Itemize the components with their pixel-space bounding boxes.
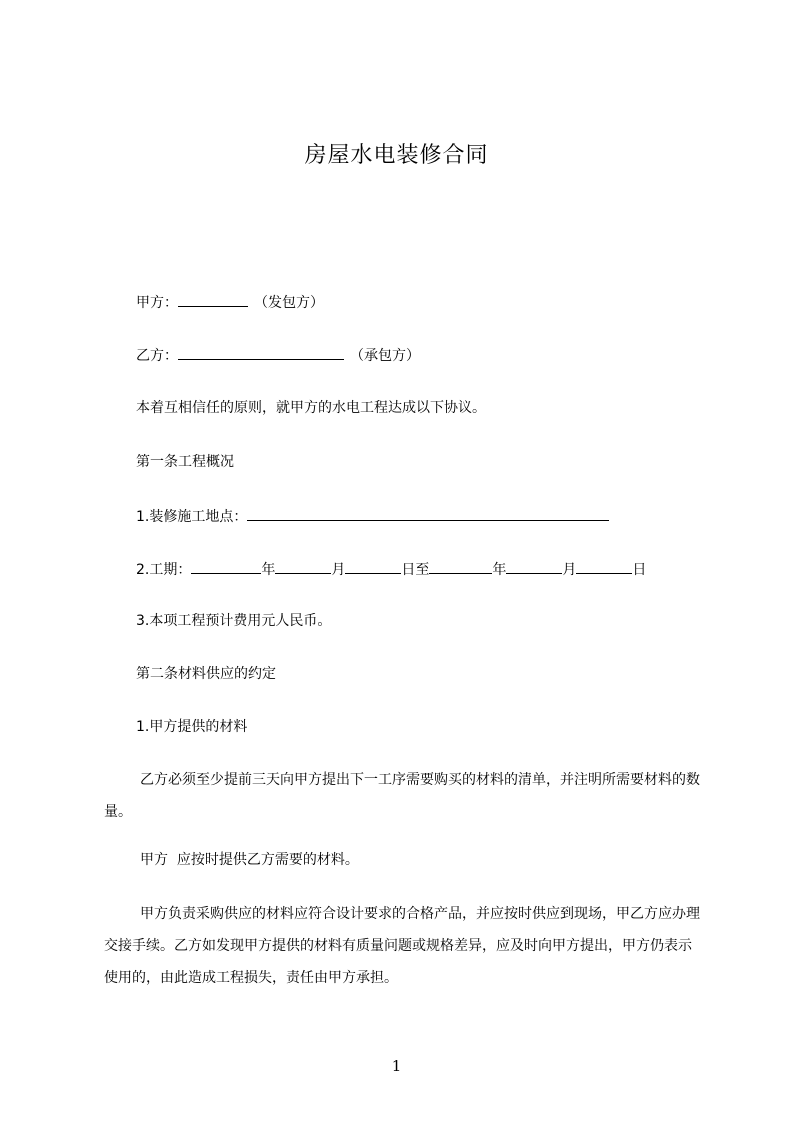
end-month-text: 月 — [562, 562, 577, 578]
party-a-materials-item: 1.甲方提供的材料 — [136, 719, 248, 735]
party-b-blank — [178, 344, 344, 360]
article1-heading: 第一条工程概况 — [136, 454, 234, 470]
timely-supply-paragraph: 甲方 应按时提供乙方需要的材料。 — [140, 852, 359, 868]
party-a-suffix: （发包方） — [254, 295, 324, 311]
site-address-label: 1.装修施工地点： — [136, 509, 248, 525]
materials-list-paragraph: 乙方必须至少提前三天向甲方提出下一工序需要购买的材料的清单，并注明所需要材料的数量。 — [104, 772, 700, 820]
start-day-to-text: 日至 — [401, 562, 430, 578]
end-day-text: 日 — [632, 562, 647, 578]
start-year-text: 年 — [261, 562, 276, 578]
material-quality-paragraph: 甲方负责采购供应的材料应符合设计要求的合格产品，并应按时供应到现场，甲乙方应办理交接手续。乙方如发现甲方提供的材料有质量问题或规格差异，应及时向甲方提出，甲方仍表示使用的，由此造成工程损失，责任由甲方承担。 — [104, 906, 700, 986]
duration-label: 2.工期： — [136, 562, 192, 578]
site-address-line — [136, 505, 609, 527]
start-day-blank — [345, 558, 401, 574]
page-number: 1 — [391, 1057, 402, 1075]
party-b-suffix: （承包方） — [350, 348, 420, 364]
end-month-blank — [506, 558, 562, 574]
start-month-blank — [275, 558, 331, 574]
start-year-blank — [191, 558, 261, 574]
end-year-text: 年 — [492, 562, 507, 578]
intro-text: 本着互相信任的原则，就甲方的水电工程达成以下协议。 — [136, 400, 486, 416]
duration-line — [136, 558, 646, 580]
site-address-blank — [247, 505, 609, 521]
party-a-line — [136, 291, 324, 313]
party-a-blank — [178, 291, 248, 307]
article2-heading: 第二条材料供应的约定 — [136, 666, 276, 682]
cost-line: 3.本项工程预计费用元人民币。 — [136, 613, 332, 629]
party-b-label: 乙方： — [136, 348, 178, 364]
party-a-label: 甲方： — [136, 295, 178, 311]
end-year-blank — [429, 558, 492, 574]
party-b-line — [136, 344, 420, 366]
end-day-blank — [576, 558, 632, 574]
start-month-text: 月 — [331, 562, 346, 578]
document-title: 房屋水电装修合同 — [304, 143, 489, 168]
